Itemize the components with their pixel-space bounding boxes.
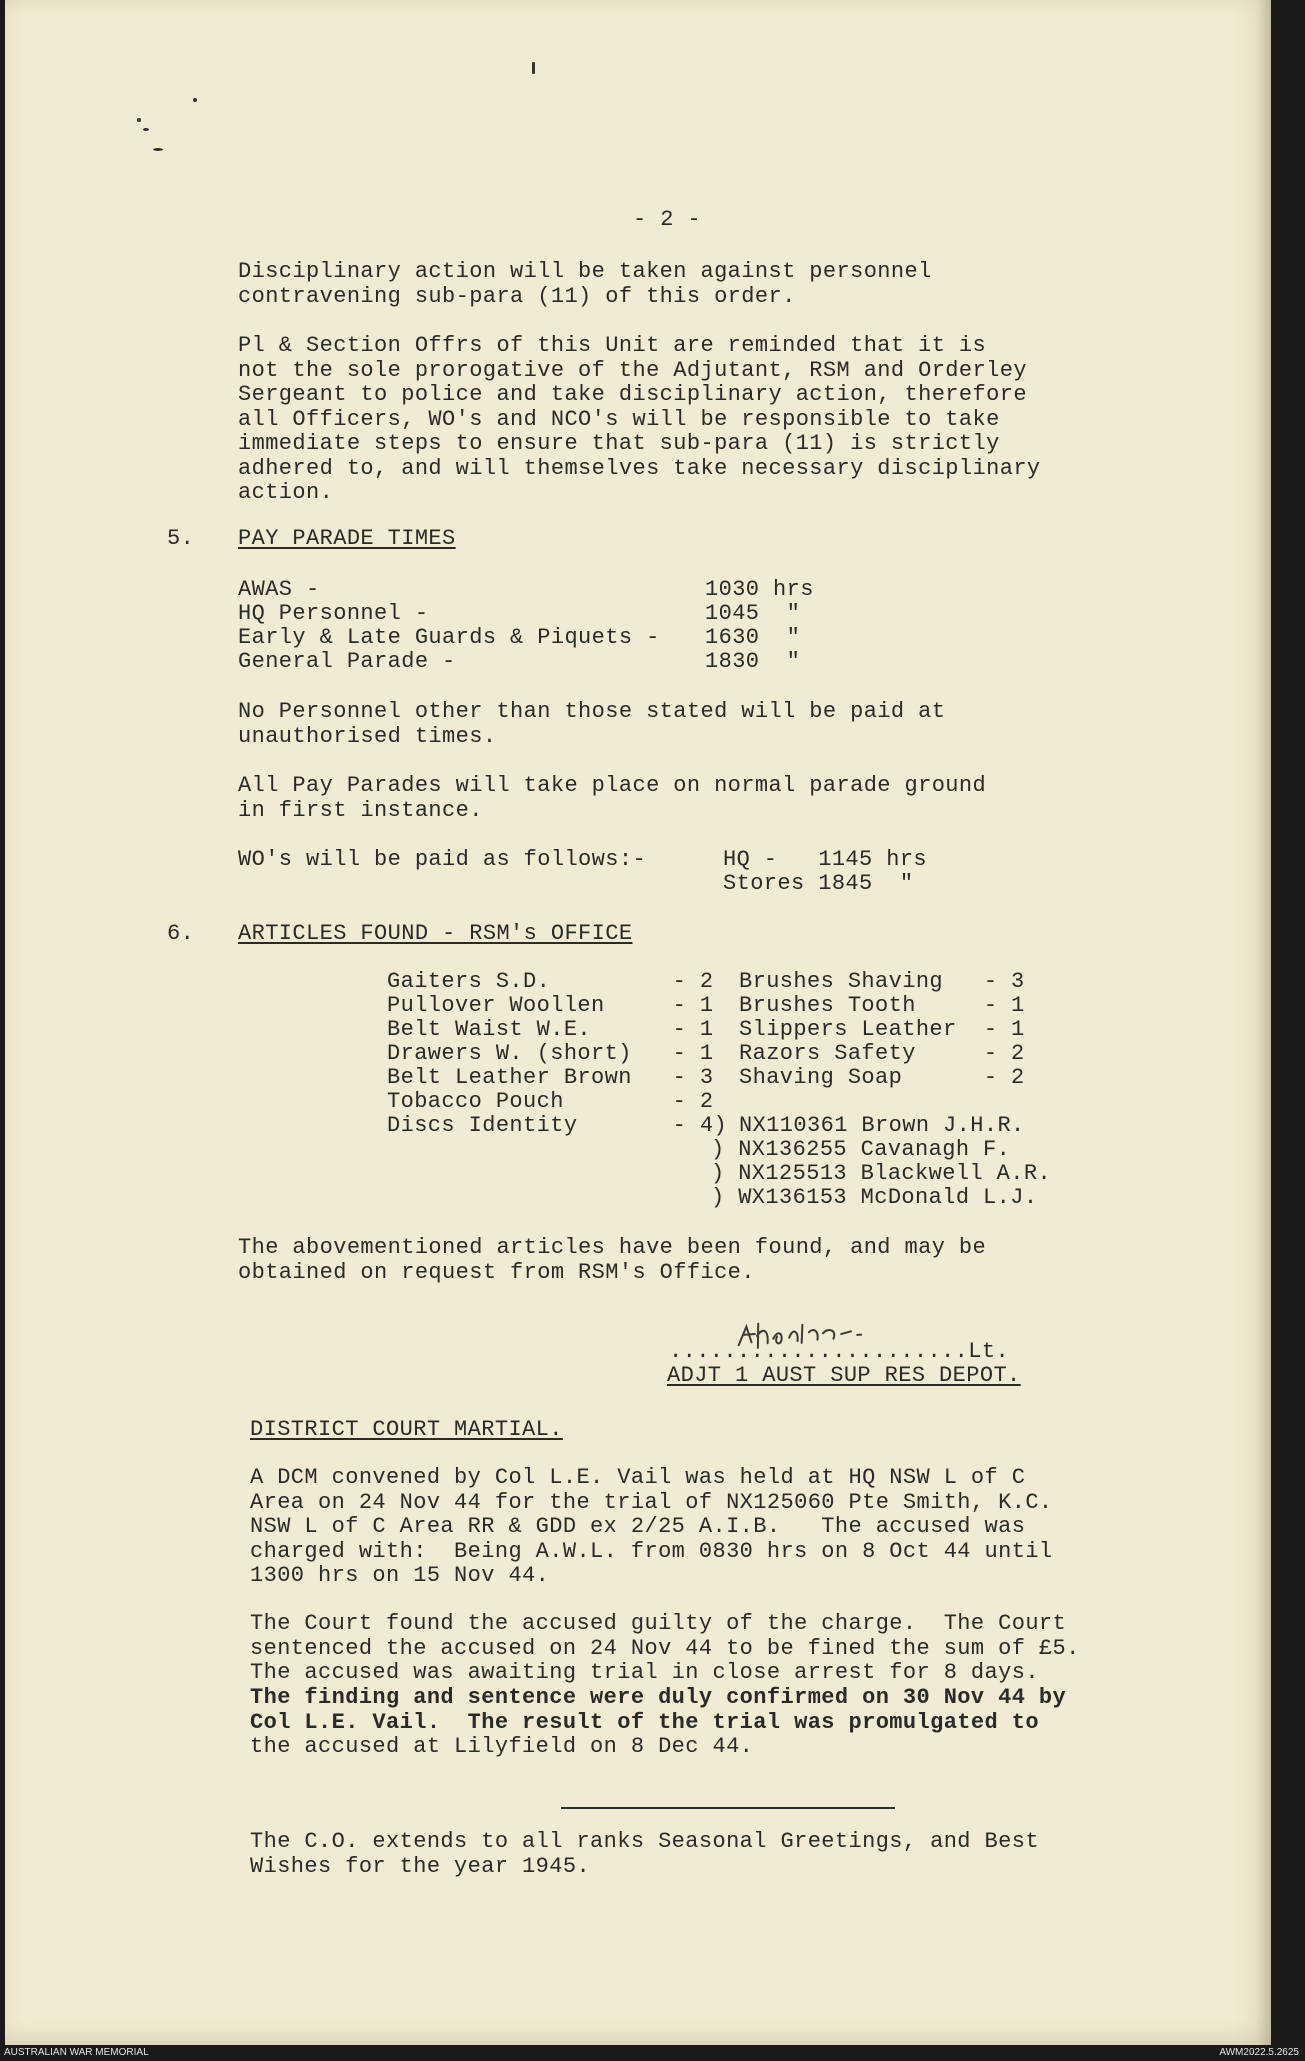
article-item: Slippers Leather - 1 [739,1017,1025,1042]
article-item: Drawers W. (short) - 1 [387,1041,714,1066]
intro-paragraph-2: Pl & Section Offrs of this Unit are reminded that it is not the sole prorogative of the Adjutant, RSM and Orderley Sergeant to police and take disciplinary action, therefore all Officers, WO's and NCO's will be responsible to take immediate steps to ensure that sub-para (11) is strictly adhered to, and will themselves take necessary disciplinary action. [238,333,1041,505]
punch-mark [532,62,535,74]
pay-note-2: All Pay Parades will take place on normal parade ground in first instance. [238,773,987,823]
article-item: Discs Identity - 4) [387,1113,728,1138]
section-5-heading: PAY PARADE TIMES [238,526,456,551]
article-item: Gaiters S.D. - 2 [387,969,714,994]
punch-mark [153,148,163,151]
wo-label: WO's will be paid as follows:- [238,847,647,872]
article-item: Belt Waist W.E. - 1 [387,1017,714,1042]
court-martial-para-2a: The Court found the accused guilty of the charge. The Court sentenced the accused on 24 Nov 44 to be fined the sum of £5. The accused was awaiting trial in close arrest for 8 days. [250,1611,1080,1685]
article-item: Shaving Soap - 2 [739,1065,1025,1090]
archive-reference: AWM2022.5.2625 [1219,2047,1299,2058]
intro-paragraph-1: Disciplinary action will be taken against personnel contravening sub-para (11) of this order. [238,259,932,309]
pay-row-time: 1830 " [705,649,801,674]
article-item: Brushes Tooth - 1 [739,993,1025,1018]
article-item: Tobacco Pouch - 2 [387,1089,714,1114]
punch-mark [193,98,197,102]
wo-line-2: Stores 1845 " [723,871,914,896]
article-item: Belt Leather Brown - 3 [387,1065,714,1090]
section-6-heading: ARTICLES FOUND - RSM's OFFICE [238,921,633,946]
seasonal-greeting: The C.O. extends to all ranks Seasonal Greetings, and Best Wishes for the year 1945. [250,1829,1039,1879]
court-martial-para-2b: The finding and sentence were duly confirmed on 30 Nov 44 by Col L.E. Vail. The result of the trial was promulgated to [250,1685,1067,1735]
document-page [5,0,1271,2045]
archive-name: AUSTRALIAN WAR MEMORIAL [4,2047,149,2058]
page-number: - 2 - [633,207,702,232]
pay-row-time: 1630 " [705,625,801,650]
pay-row-label: HQ Personnel - [238,601,429,626]
punch-mark [137,118,141,122]
identity-disc: ) NX125513 Blackwell A.R. [711,1161,1052,1186]
pay-row-label: AWAS - [238,577,320,602]
pay-row-time: 1030 hrs [705,577,814,602]
identity-disc: ) WX136153 McDonald L.J. [711,1185,1038,1210]
archive-footer [0,2045,1305,2061]
identity-disc: NX110361 Brown J.H.R. [739,1113,1025,1138]
signature-line: ......................Lt. [669,1339,1010,1364]
article-item: Razors Safety - 2 [739,1041,1025,1066]
signatory-title: ADJT 1 AUST SUP RES DEPOT. [667,1363,1021,1388]
identity-disc: ) NX136255 Cavanagh F. [711,1137,1011,1162]
pay-note-1: No Personnel other than those stated will be paid at unauthorised times. [238,699,946,749]
punch-mark [143,128,149,131]
divider [561,1807,895,1809]
court-martial-para-2c: the accused at Lilyfield on 8 Dec 44. [250,1734,754,1759]
pay-row-label: Early & Late Guards & Piquets - [238,625,660,650]
article-item: Brushes Shaving - 3 [739,969,1025,994]
pay-row-time: 1045 " [705,601,801,626]
section-6-number: 6. [167,921,195,946]
section-5-number: 5. [167,526,195,551]
court-martial-para-1: A DCM convened by Col L.E. Vail was held at HQ NSW L of C Area on 24 Nov 44 for the trial of NX125060 Pte Smith, K.C. NSW L of C Area RR & GDD ex 2/25 A.I.B. The accused was charged with: Being A.W.L. from 0830 hrs on 8 Oct 44 until 1300 hrs on 15 Nov 44. [250,1465,1053,1588]
article-item: Pullover Woollen - 1 [387,993,714,1018]
articles-closing: The abovementioned articles have been found, and may be obtained on request from RSM's Office. [238,1235,987,1285]
pay-row-label: General Parade - [238,649,456,674]
wo-line-1: HQ - 1145 hrs [723,847,928,872]
court-martial-heading: DISTRICT COURT MARTIAL. [250,1417,563,1442]
